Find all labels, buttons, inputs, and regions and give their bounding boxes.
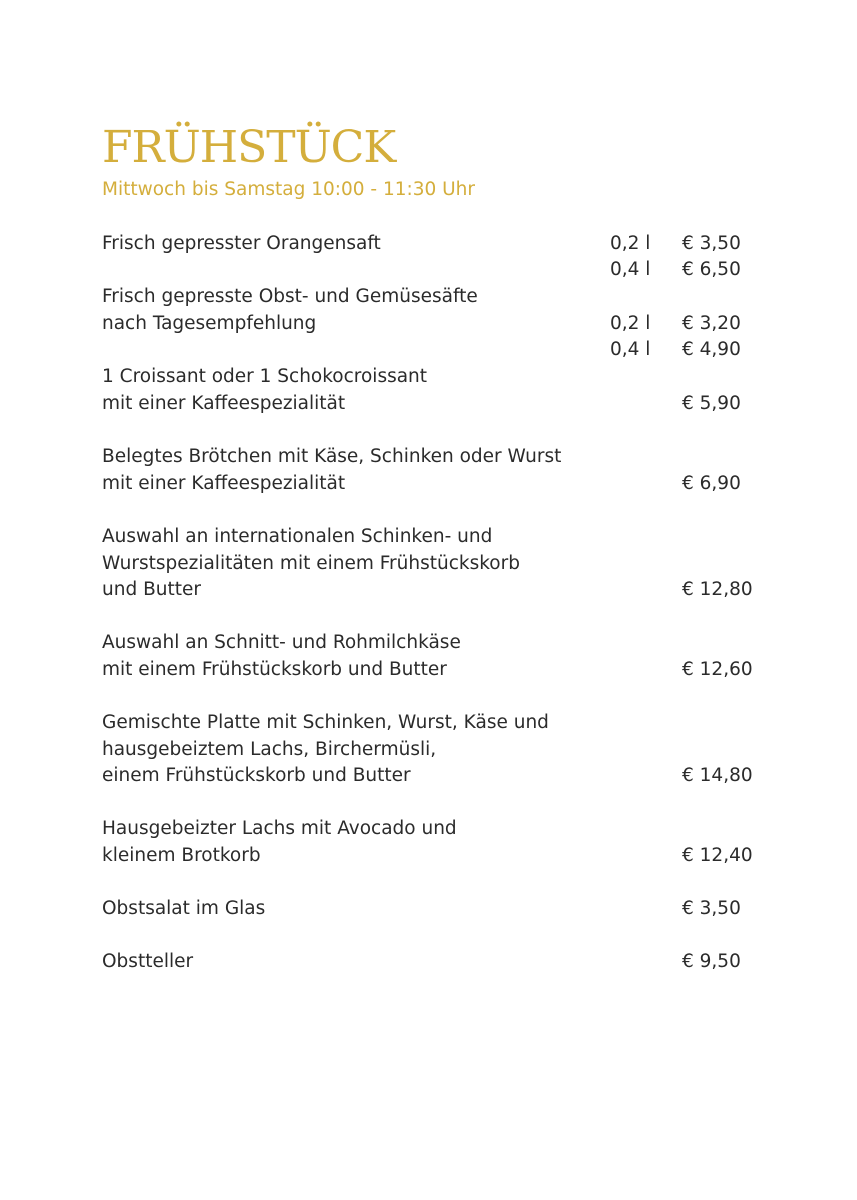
menu-item-price: € 5,90 (682, 393, 741, 414)
menu-item-quantity: 0,4 l (610, 259, 651, 280)
menu-item-description: Obstsalat im Glas (102, 898, 266, 919)
menu-item-price: € 3,50 (682, 233, 741, 254)
menu-item-quantity: 0,2 l (610, 313, 651, 334)
menu-item-description: kleinem Brotkorb (102, 845, 261, 866)
menu-item-price: € 9,50 (682, 951, 741, 972)
menu-item-price: € 12,60 (682, 659, 753, 680)
menu-item-price: € 6,50 (682, 259, 741, 280)
menu-item-description: mit einer Kaffeespezialität (102, 473, 346, 494)
menu-item-description: Frisch gepresste Obst- und Gemüsesäfte (102, 286, 478, 307)
menu-item-description: Belegtes Brötchen mit Käse, Schinken oder Wurst (102, 446, 562, 467)
menu-item-quantity: 0,4 l (610, 339, 651, 360)
menu-item-price: € 12,40 (682, 845, 753, 866)
menu-item-description: Auswahl an Schnitt- und Rohmilchkäse (102, 632, 461, 653)
menu-item-description: mit einer Kaffeespezialität (102, 393, 346, 414)
menu-item-description: einem Frühstückskorb und Butter (102, 765, 411, 786)
menu-item-description: Obstteller (102, 951, 194, 972)
menu-item-price: € 12,80 (682, 579, 753, 600)
menu-item-description: Wurstspezialitäten mit einem Frühstückskorb (102, 553, 520, 574)
menu-item-description: Gemischte Platte mit Schinken, Wurst, Käse und (102, 712, 549, 733)
menu-item-description: Auswahl an internationalen Schinken- und (102, 526, 493, 547)
menu-item-description: 1 Croissant oder 1 Schokocroissant (102, 366, 428, 387)
menu-item-price: € 4,90 (682, 339, 741, 360)
page-title: FRÜHSTÜCK (102, 122, 396, 173)
menu-item-description: Frisch gepresster Orangensaft (102, 233, 381, 254)
menu-item-price: € 6,90 (682, 473, 741, 494)
menu-item-price: € 3,50 (682, 898, 741, 919)
menu-item-description: Hausgebeizter Lachs mit Avocado und (102, 818, 457, 839)
menu-item-description: hausgebeiztem Lachs, Birchermüsli, (102, 739, 437, 760)
menu-item-description: nach Tagesempfehlung (102, 313, 317, 334)
menu-item-description: und Butter (102, 579, 201, 600)
menu-item-price: € 14,80 (682, 765, 753, 786)
menu-item-description: mit einem Frühstückskorb und Butter (102, 659, 447, 680)
menu-item-price: € 3,20 (682, 313, 741, 334)
opening-hours: Mittwoch bis Samstag 10:00 - 11:30 Uhr (102, 179, 476, 200)
menu-item-quantity: 0,2 l (610, 233, 651, 254)
